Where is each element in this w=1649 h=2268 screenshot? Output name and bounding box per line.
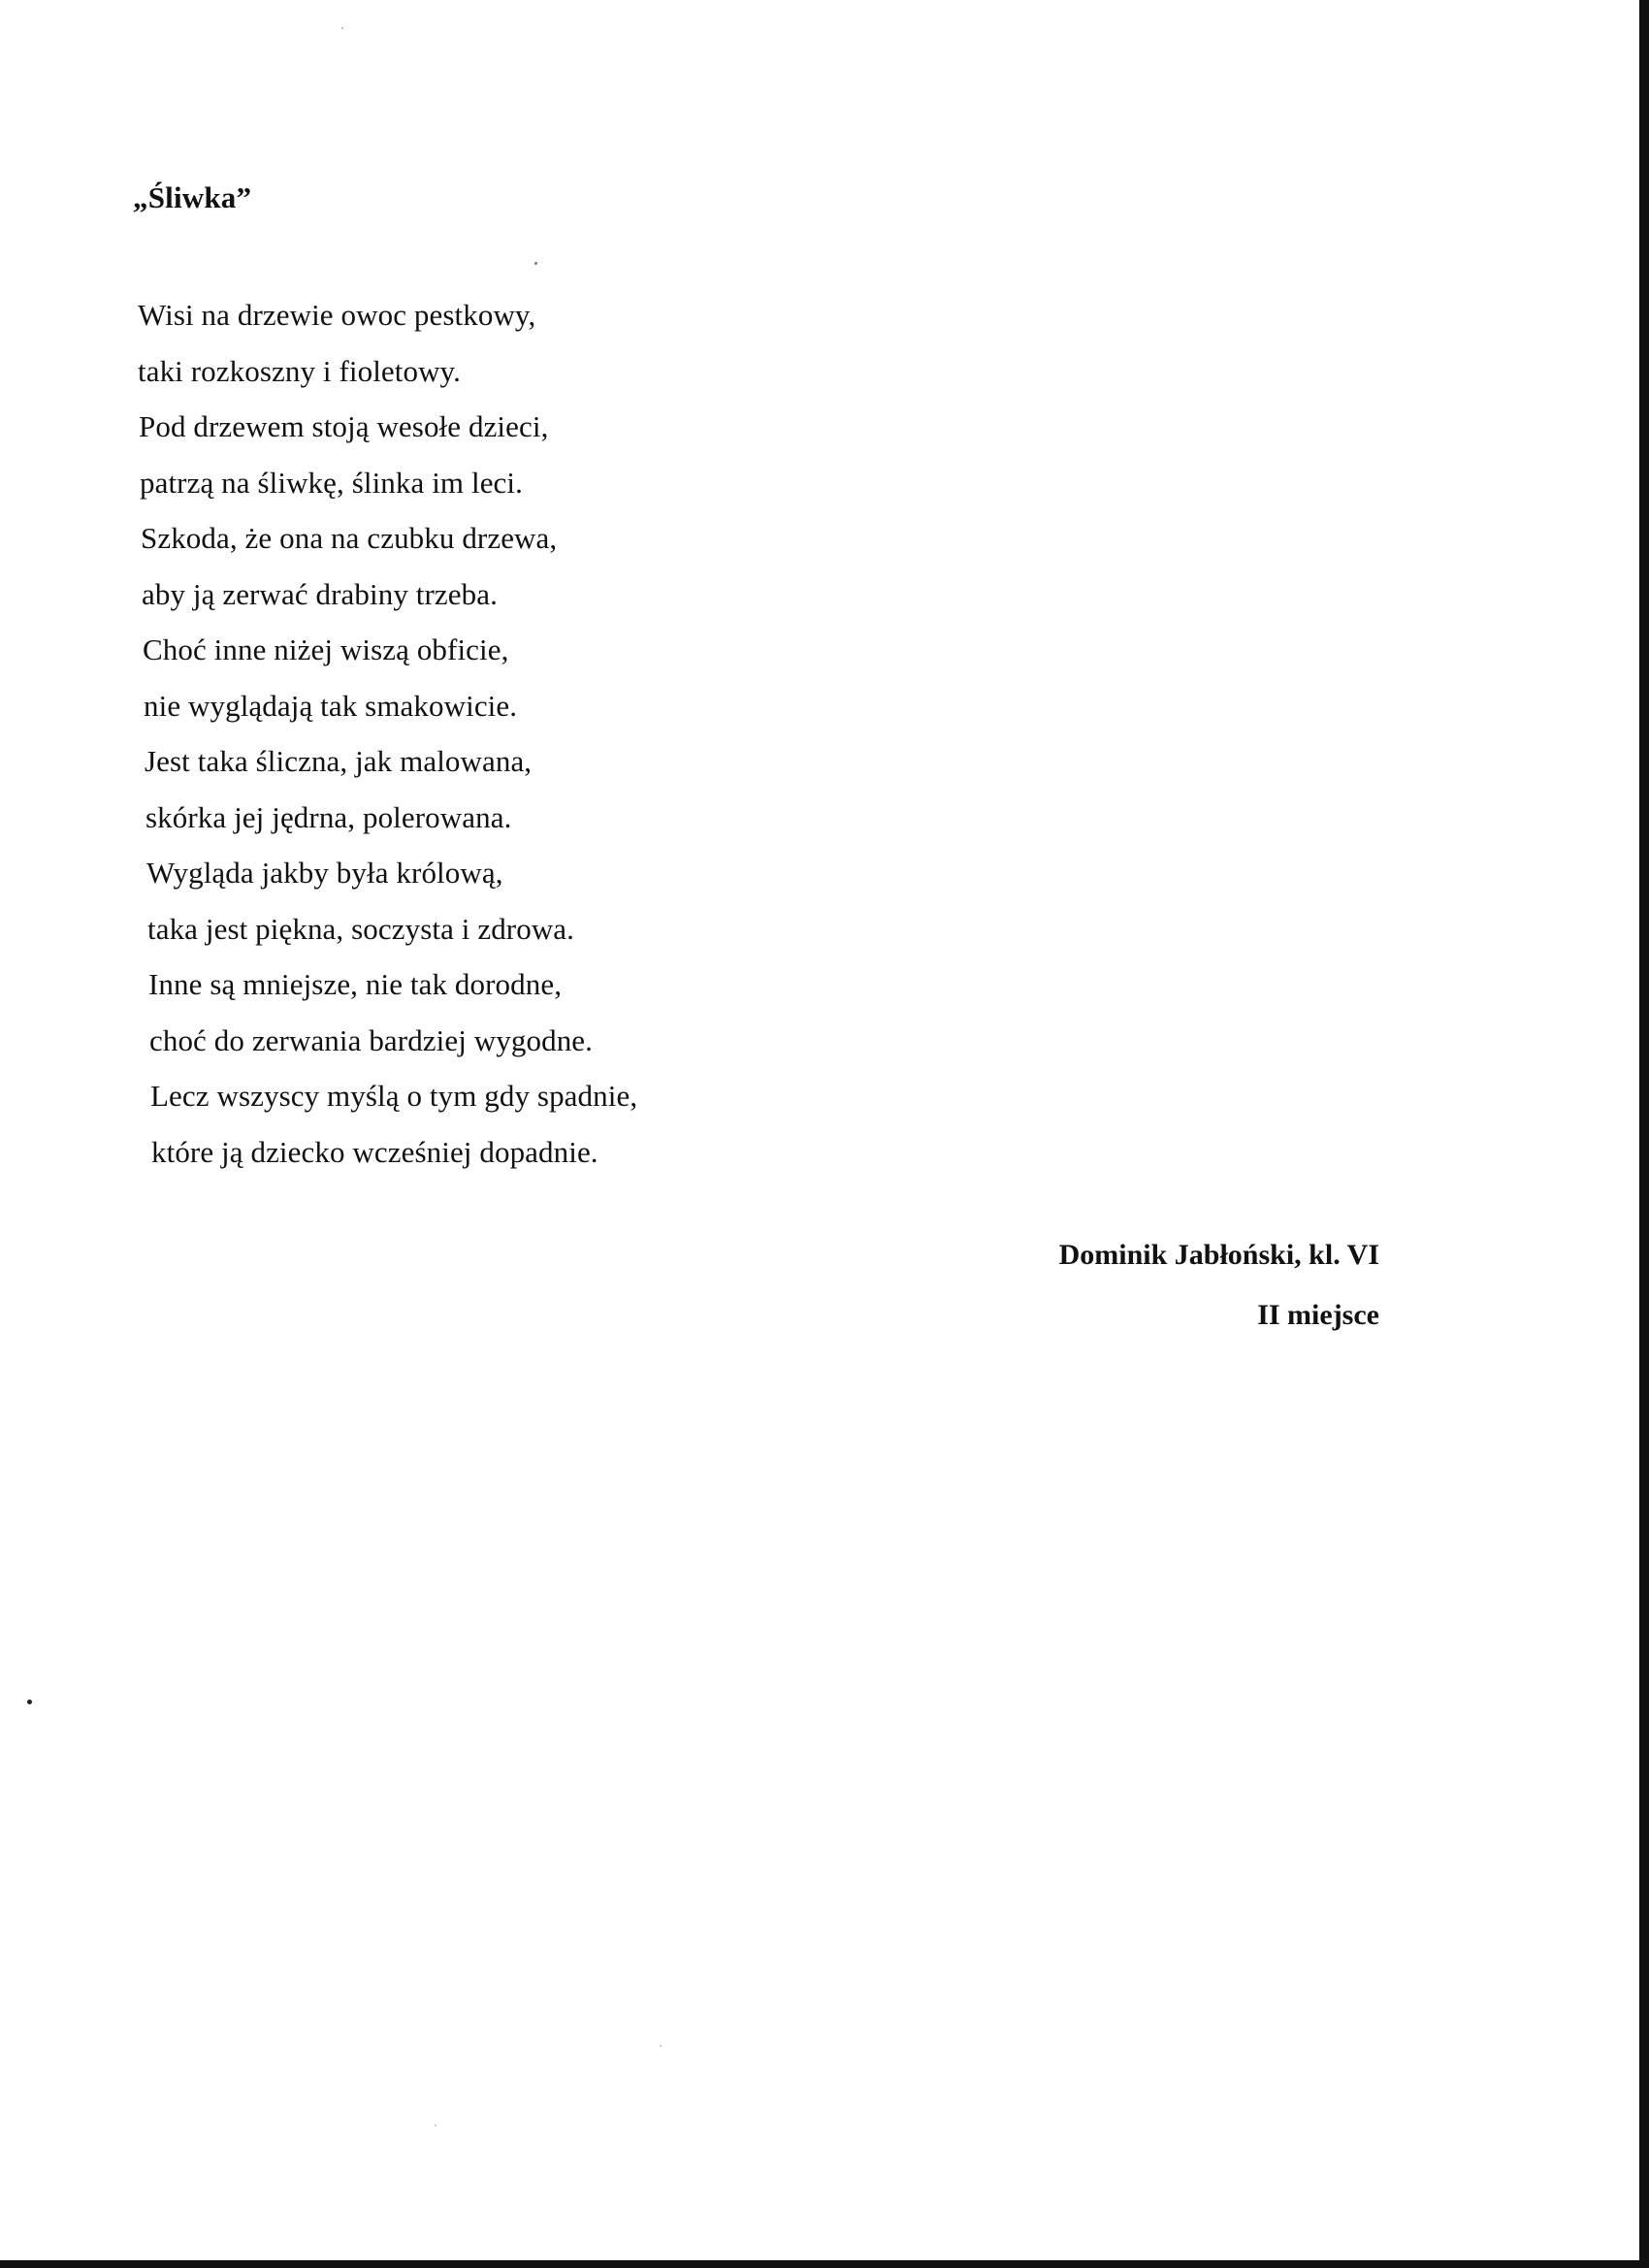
poem-line-4: patrzą na śliwkę, ślinka im leci. bbox=[140, 465, 523, 500]
scan-speck bbox=[660, 2045, 662, 2047]
poem-line-6: aby ją zerwać drabiny trzeba. bbox=[142, 576, 498, 611]
scan-speck bbox=[341, 27, 343, 29]
scan-border-bottom bbox=[0, 2260, 1649, 2268]
poem-line-14: choć do zerwania bardziej wygodne. bbox=[149, 1022, 594, 1057]
poem-line-10: skórka jej jędrna, polerowana. bbox=[146, 799, 512, 834]
author-block bbox=[1059, 1225, 1379, 1345]
poem-title: „Śliwka” bbox=[133, 180, 252, 214]
poem-line-1: Wisi na drzewie owoc pestkowy, bbox=[138, 298, 536, 332]
poem-line-3: Pod drzewem stoją wesołe dzieci, bbox=[139, 409, 549, 443]
poem-line-2: taki rozkoszny i fioletowy. bbox=[138, 353, 461, 388]
poem-line-16: które ją dziecko wcześniej dopadnie. bbox=[151, 1134, 598, 1169]
poem-line-11: Wygląda jakby była królową, bbox=[146, 856, 503, 890]
poem-body bbox=[138, 287, 637, 1180]
scan-speck bbox=[27, 1700, 32, 1704]
scan-speck bbox=[435, 2124, 436, 2126]
poem-line-15: Lecz wszyscy myślą o tym gdy spadnie, bbox=[150, 1079, 638, 1113]
poem-line-13: Inne są mniejsze, nie tak dorodne, bbox=[148, 967, 563, 1001]
poem-line-8: nie wyglądają tak smakowicie. bbox=[144, 688, 518, 723]
poem-line-9: Jest taka śliczna, jak malowana, bbox=[145, 744, 533, 778]
author-name: Dominik Jabłoński, kl. VI bbox=[1058, 1239, 1379, 1271]
award-place: II miejsce bbox=[1257, 1299, 1379, 1331]
scan-speck bbox=[534, 262, 537, 265]
poem-line-5: Szkoda, że ona na czubku drzewa, bbox=[141, 521, 558, 555]
poem-line-7: Choć inne niżej wiszą obficie, bbox=[143, 632, 509, 666]
poem-line-12: taka jest piękna, soczysta i zdrowa. bbox=[147, 911, 575, 946]
scan-border-right bbox=[1639, 0, 1649, 2268]
